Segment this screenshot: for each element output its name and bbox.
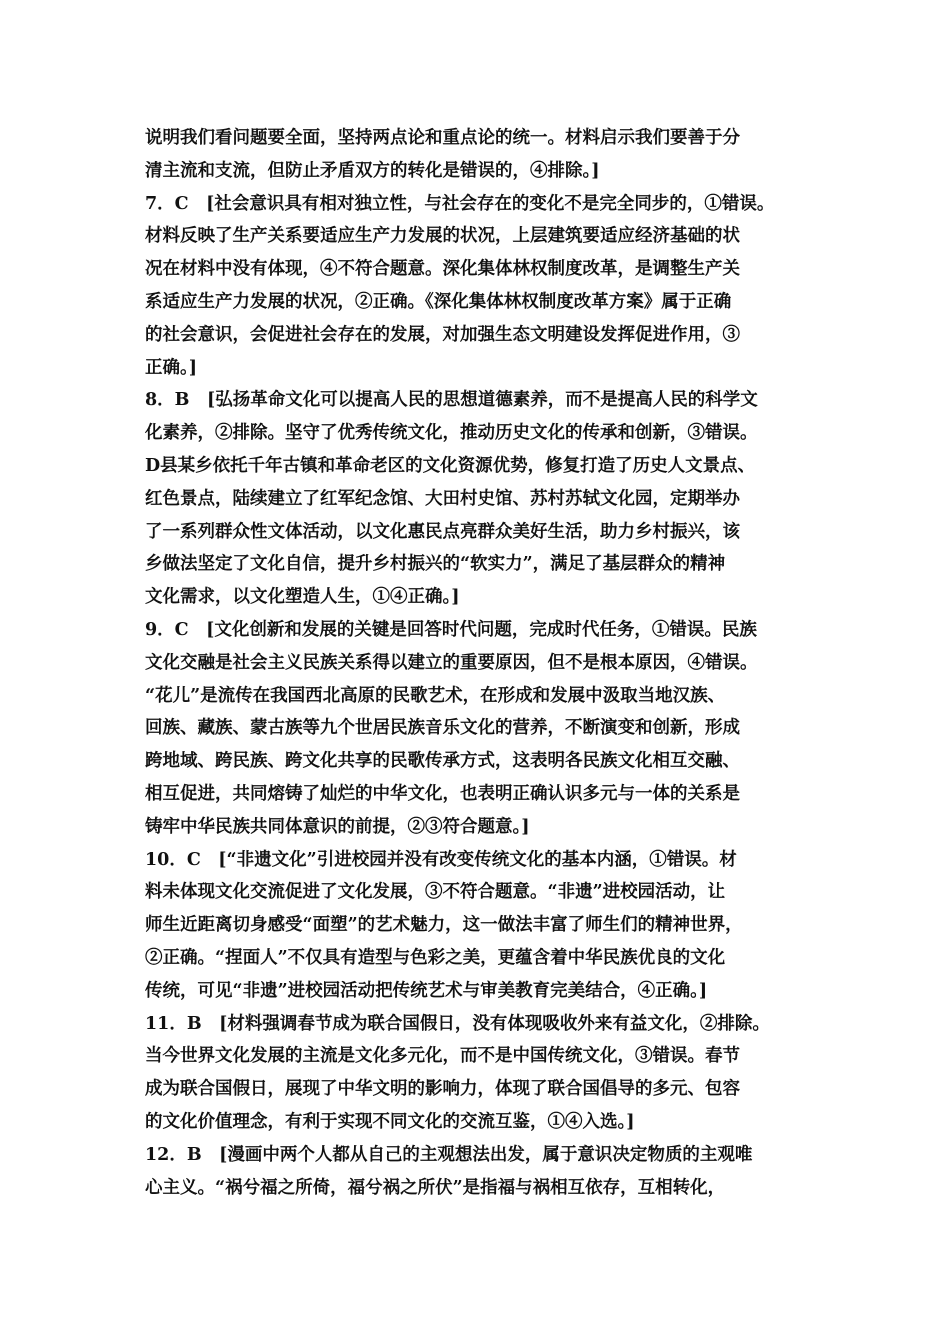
text-line: 料未体现文化交流促进了文化发展，③不符合题意。“非遗”进校园活动，让 <box>145 882 726 903</box>
text-line: 传统，可见“非遗”进校园活动把传统艺术与审美教育完美结合，④正确。] <box>145 980 708 1001</box>
text-line: 的文化价值理念，有利于实现不同文化的交流互鉴，①④入选。] <box>145 1111 635 1132</box>
answer-10-line: 10．C [“非遗文化”引进校园并没有改变传统文化的基本内涵，①错误。材 <box>145 849 737 870</box>
answer-8-line: 8．B [弘扬革命文化可以提高人民的思想道德素养，而不是提高人民的科学文 <box>145 390 758 411</box>
text-line: D县某乡依托千年古镇和革命老区的文化资源优势，修复打造了历史人文景点、 <box>145 455 756 476</box>
text-line: 心主义。“祸兮福之所倚，福兮祸之所伏”是指福与祸相互依存，互相转化， <box>145 1177 726 1198</box>
text-line: 红色景点，陆续建立了红军纪念馆、大田村史馆、苏村苏轼文化园，定期举办 <box>145 488 740 509</box>
text-line: 材料反映了生产关系要适应生产力发展的状况，上层建筑要适应经济基础的状 <box>145 226 740 247</box>
text-line: 文化交融是社会主义民族关系得以建立的重要原因，但不是根本原因，④错误。 <box>145 652 758 673</box>
text-line: 清主流和支流，但防止矛盾双方的转化是错误的，④排除。] <box>145 160 600 181</box>
text-line: 跨地域、跨民族、跨文化共享的民歌传承方式，这表明各民族文化相互交融、 <box>145 751 740 772</box>
text-line: 乡做法坚定了文化自信，提升乡村振兴的“软实力”，满足了基层群众的精神 <box>145 554 726 575</box>
answer-text-block <box>145 122 835 1204</box>
text-line: ②正确。“捏面人”不仅具有造型与色彩之美，更蕴含着中华民族优良的文化 <box>145 947 726 968</box>
text-line: 况在材料中没有体现，④不符合题意。深化集体林权制度改革，是调整生产关 <box>145 259 740 280</box>
text-line: 当今世界文化发展的主流是文化多元化，而不是中国传统文化，③错误。春节 <box>145 1046 740 1067</box>
text-line: 文化需求，以文化塑造人生，①④正确。] <box>145 587 460 608</box>
text-line: 回族、藏族、蒙古族等九个世居民族音乐文化的营养，不断演变和创新，形成 <box>145 718 740 739</box>
answer-9-line: 9．C [文化创新和发展的关键是回答时代问题，完成时代任务，①错误。民族 <box>145 619 757 640</box>
text-line: 正确。] <box>145 357 198 378</box>
answer-11-line: 11．B [材料强调春节成为联合国假日，没有体现吸收外来有益文化，②排除。 <box>145 1013 770 1034</box>
text-line: 说明我们看问题要全面，坚持两点论和重点论的统一。材料启示我们要善于分 <box>145 128 740 148</box>
answer-7-line: 7．C [社会意识具有相对独立性，与社会存在的变化不是完全同步的，①错误。 <box>145 193 775 214</box>
text-line: 系适应生产力发展的状况，②正确。《深化集体林权制度改革方案》属于正确 <box>145 291 732 312</box>
text-line: 师生近距离切身感受“面塑”的艺术魅力，这一做法丰富了师生们的精神世界， <box>145 915 743 936</box>
text-line: “花儿”是流传在我国西北高原的民歌艺术，在形成和发展中汲取当地汉族、 <box>145 685 726 706</box>
text-line: 化素养，②排除。坚守了优秀传统文化，推动历史文化的传承和创新，③错误。 <box>145 423 758 444</box>
answer-12-line: 12．B [漫画中两个人都从自己的主观想法出发，属于意识决定物质的主观唯 <box>145 1144 753 1165</box>
text-line: 铸牢中华民族共同体意识的前提，②③符合题意。] <box>145 816 530 837</box>
text-line: 成为联合国假日，展现了中华文明的影响力，体现了联合国倡导的多元、包容 <box>145 1079 740 1100</box>
text-line: 了一系列群众性文体活动，以文化惠民点亮群众美好生活，助力乡村振兴，该 <box>145 521 740 542</box>
text-line: 的社会意识，会促进社会存在的发展，对加强生态文明建设发挥促进作用，③ <box>145 324 740 345</box>
text-line: 相互促进，共同熔铸了灿烂的中华文化，也表明正确认识多元与一体的关系是 <box>145 783 740 804</box>
